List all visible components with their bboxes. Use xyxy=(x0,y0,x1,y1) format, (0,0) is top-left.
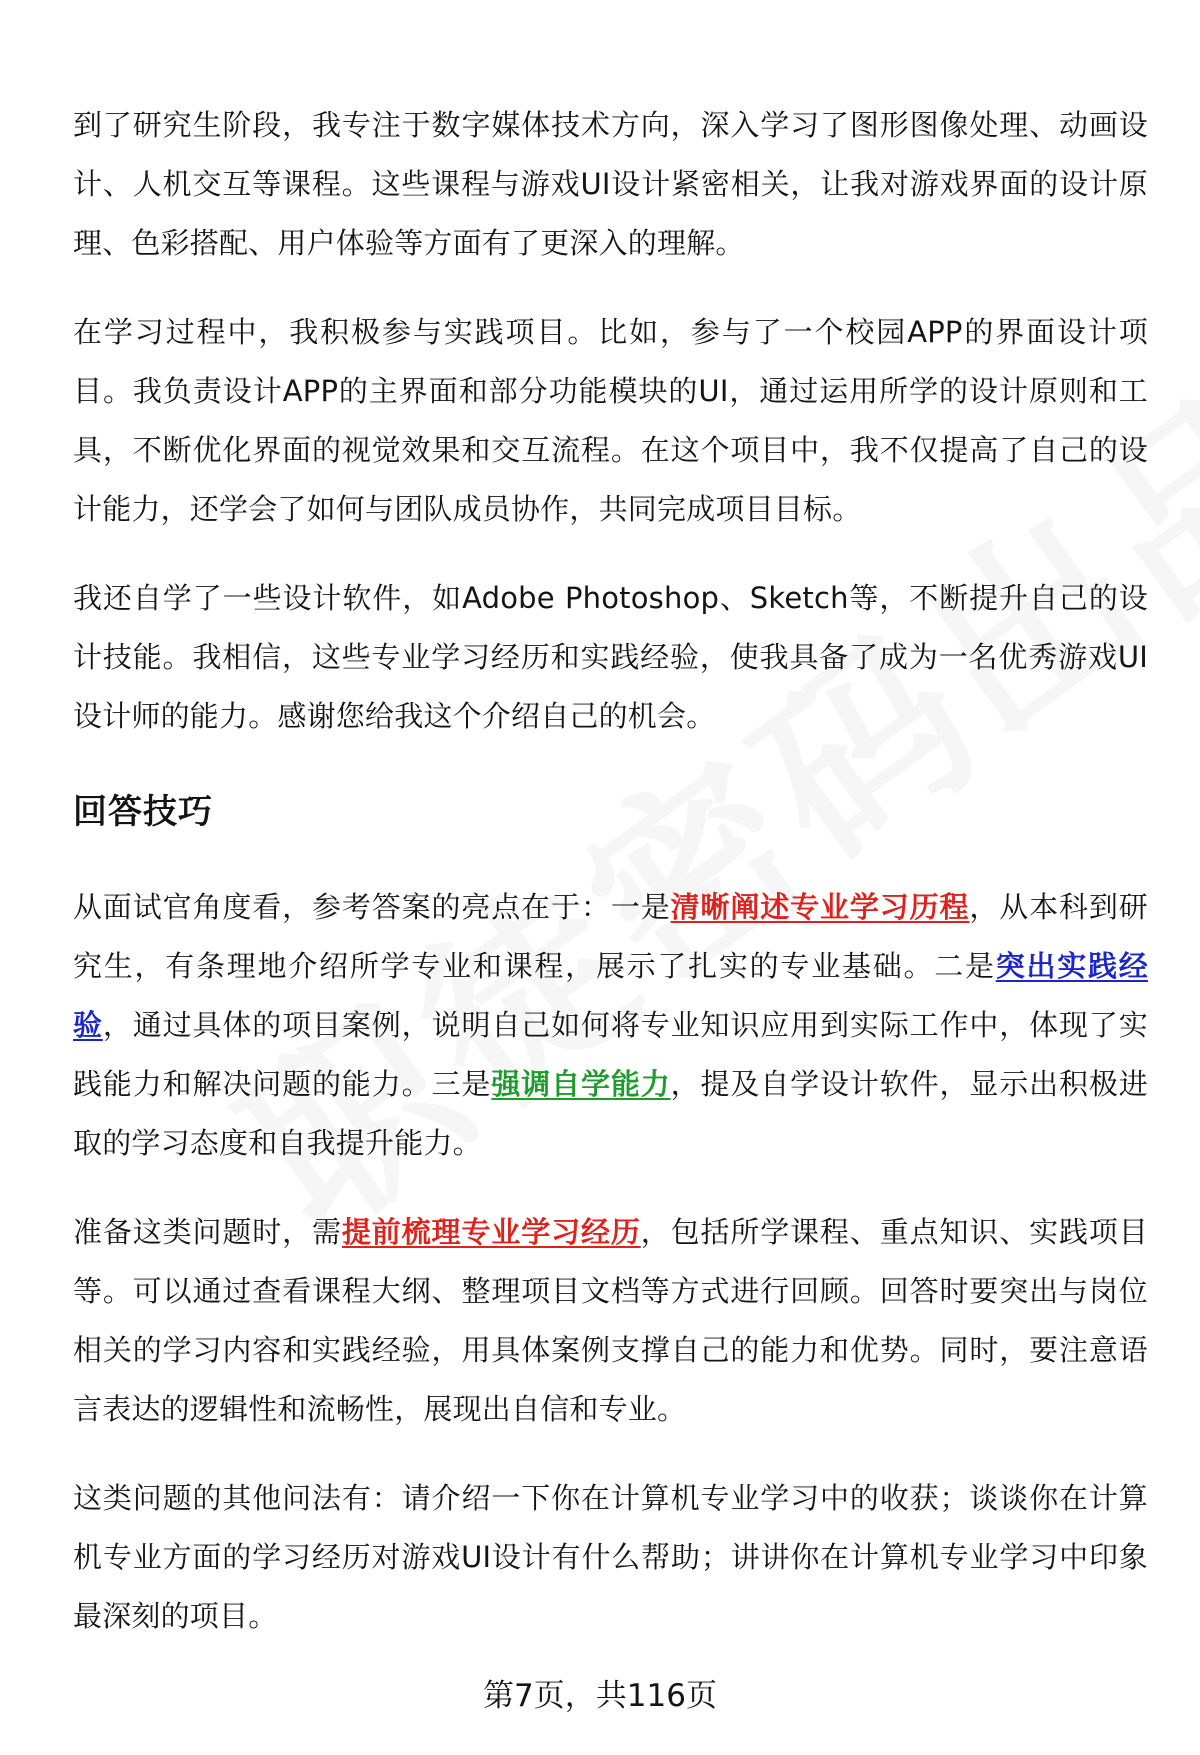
paragraph-self-study: 我还自学了一些设计软件，如Adobe Photoshop、Sketch等，不断提升自己的设计技能。我相信，这些专业学习经历和实践经验，使我具备了成为一名优秀游戏UI设计师的能力。感谢您给我这个介绍自己的机会。 xyxy=(73,581,1148,733)
section-heading-answer-tips: 回答技巧 xyxy=(73,792,213,832)
page-number: 第7页，共116页 xyxy=(483,1678,717,1714)
highlight-self-learning: 强调自学能力 xyxy=(491,1067,671,1101)
text-run: 准备这类问题时，需 xyxy=(73,1215,342,1249)
paragraph-practice-project: 在学习过程中，我积极参与实践项目。比如，参与了一个校园APP的界面设计项目。我负责设计APP的主界面和部分功能模块的UI，通过运用所学的设计原则和工具，不断优化界面的视觉效果和交互流程。在这个项目中，我不仅提高了自己的设计能力，还学会了如何与团队成员协作，共同完成项目目标。 xyxy=(73,315,1148,526)
paragraph-tips-alternatives: 这类问题的其他问法有：请介绍一下你在计算机专业学习中的收获；谈谈你在计算机专业方面的学习经历对游戏UI设计有什么帮助；讲讲你在计算机专业学习中印象最深刻的项目。 xyxy=(73,1481,1148,1633)
text-run: ，通过具体的项目案例，说明自己如何将专业知识应用到实际工作中，体现了实践能力和解决问题的能力。三是 xyxy=(73,1008,1148,1101)
text-run: ，提及自学设计软件，显示出积极进取的学习态度和自我提升能力。 xyxy=(73,1067,1149,1160)
highlight-professional-history: 清晰阐述专业学习历程 xyxy=(670,890,970,924)
highlight-review-history: 提前梳理专业学习经历 xyxy=(341,1215,641,1249)
paragraph-tips-highlights xyxy=(73,878,1148,1173)
document-page xyxy=(73,96,1148,1676)
paragraph-tips-preparation xyxy=(73,1203,1148,1439)
text-run: ，包括所学课程、重点知识、实践项目等。可以通过查看课程大纲、整理项目文档等方式进行回顾。回答时要突出与岗位相关的学习内容和实践经验，用具体案例支撑自己的能力和优势。同时，要注意语言表达的逻辑性和流畅性，展现出自信和专业。 xyxy=(73,1215,1148,1426)
highlight-practice-experience: 突出实践经验 xyxy=(73,949,1148,1042)
paragraph-grad-study: 到了研究生阶段，我专注于数字媒体技术方向，深入学习了图形图像处理、动画设计、人机交互等课程。这些课程与游戏UI设计紧密相关，让我对游戏界面的设计原理、色彩搭配、用户体验等方面有了更深入的理解。 xyxy=(73,108,1148,260)
text-run: ，从本科到研究生，有条理地介绍所学专业和课程，展示了扎实的专业基础。二是 xyxy=(73,890,1148,983)
text-run: 从面试官角度看，参考答案的亮点在于：一是 xyxy=(73,890,671,924)
